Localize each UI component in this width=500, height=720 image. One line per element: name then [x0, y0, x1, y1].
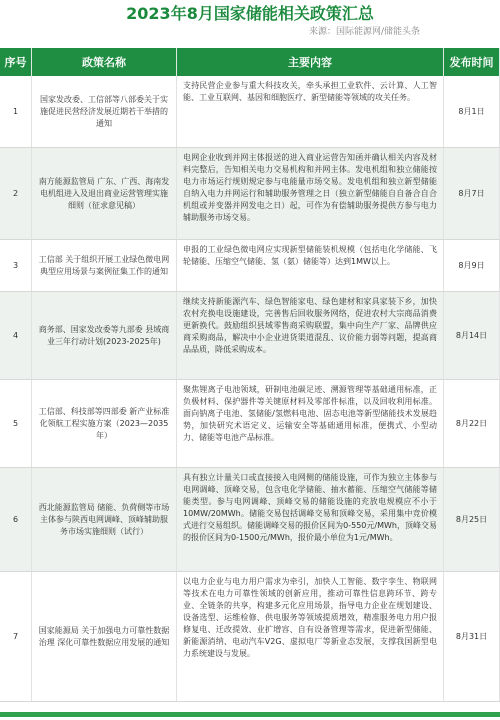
policy-content: 继续支持新能源汽车、绿色智能家电、绿色建材和家具家装下乡，加快农村充换电设施建设，完善售后回收服务网络，促进农村大宗商品消费更新换代。鼓励组织县域零售商采购联盟，集中向生产厂家、品牌供应商采购商品，解决中小企业进货渠道混乱、议价能力弱等问题，提高商品品质，降低采购成本。 — [177, 292, 444, 379]
publish-date: 8月25日 — [444, 468, 500, 571]
publish-date: 8月9日 — [444, 240, 500, 291]
policy-name: 国家发改委、工信部等八部委关于实施促进民营经济发展近期若干举措的通知 — [32, 76, 177, 147]
table-row — [0, 468, 500, 572]
table-row — [0, 148, 500, 240]
table-row — [0, 240, 500, 292]
policy-name: 南方能源监管局 广东、广西、海南发电机组进入及退出商业运营管理实施细则（征求意见稿） — [32, 148, 177, 239]
policy-content: 电网企业收到并网主体报送的进入商业运营告知函并确认相关内容及材料完整后，告知相关电力交易机构和并网主体。发电机组和独立储能按电力市场运行规则规定参与电能量市场交易。发电机组和独立新型储能自纳入电力并网运行和辅助服务管理之日（独立新型储能自自备合自合机组或并变器并网发电之日）起，可作为有偿辅助服务提供方参与电力辅助服务市场交易。 — [177, 148, 444, 239]
policy-table — [0, 76, 500, 702]
policy-content: 聚焦锂离子电池领域，研制电池碳足迹、溯源管理等基础通用标准，正负极材料、保护器件等关键原材料及零部件标准，以及回收利用标准。面向钠离子电池、氢储能/氢燃料电池、固态电池等新型储能技术发展趋势，加快研究术语定义、运输安全等基础通用标准，便携式、小型动力、储能等电池产品标准。 — [177, 380, 444, 467]
table-header — [0, 48, 500, 76]
row-num: 4 — [0, 292, 32, 379]
table-row — [0, 572, 500, 702]
row-num: 7 — [0, 572, 32, 701]
policy-content: 以电力企业与电力用户需求为牵引，加快人工智能、数字孪生、物联网等技术在电力可靠性领域的创新应用，推动可靠性信息跨环节、跨专业、全链条的共享，构建多元化应用场景，指导电力企业在规划建设、设备选型、运维检修、供电服务等领域提质增效，精准服务电力用户报修复电、迁改提效、业扩增容、自有设备管理等需求，促进新型储能、新能源消纳、电动汽车V2G、虚拟电厂等新业态发展，支撑我国新型电力系统建设与发展。 — [177, 572, 444, 701]
policy-content: 申报的工业绿色微电网应实现新型储能装机规模（包括电化学储能、飞轮储能、压缩空气储能、氢（氨）储能等）达到1MW以上。 — [177, 240, 444, 291]
table-row — [0, 292, 500, 380]
publish-date: 8月1日 — [444, 76, 500, 147]
row-num: 3 — [0, 240, 32, 291]
policy-name: 工信部、科技部等四部委 新产业标准化领航工程实施方案（2023—2035年） — [32, 380, 177, 467]
publish-date: 8月7日 — [444, 148, 500, 239]
policy-name: 国家能源局 关于加强电力可靠性数据治理 深化可靠性数据应用发展的通知 — [32, 572, 177, 701]
header-num: 序号 — [0, 48, 32, 76]
page-title: 2023年8月国家储能相关政策汇总 — [126, 4, 374, 23]
row-num: 6 — [0, 468, 32, 571]
row-num: 5 — [0, 380, 32, 467]
table-row — [0, 76, 500, 148]
row-num: 2 — [0, 148, 32, 239]
policy-content: 具有独立计量关口或直接接入电网侧的储能设施，可作为独立主体参与电网调峰、顶峰交易，包含电化学储能、抽水蓄能、压缩空气储能等储能类型。参与电网调峰、顶峰交易的储能设施的充放电规模应不小于 10MW/20MWh。储能交易包括调峰交易和顶峰交易，采用集中竞价模式进行交易组织。储能调峰交易的报价区间为0-550元/MWh，顶峰交易的报价区间为0-1500元/MWh，报价最小单位为1元/MWh。 — [177, 468, 444, 571]
table-row — [0, 380, 500, 468]
policy-content: 支持民营企业参与重大科技攻关，牵头承担工业软件、云计算、人工智能、工业互联网、基因和细胞医疗、新型储能等领域的攻关任务。 — [177, 76, 444, 147]
policy-name: 商务部、国家发改委等九部委 县域商业三年行动计划(2023-2025年) — [32, 292, 177, 379]
row-num: 1 — [0, 76, 32, 147]
header-name: 政策名称 — [32, 48, 177, 76]
policy-name: 工信部 关于组织开展工业绿色微电网典型应用场景与案例征集工作的通知 — [32, 240, 177, 291]
policy-name: 西北能源监管局 储能、负荷侧等市场主体参与陕西电网调峰、顶峰辅助服务市场实施细则（试行） — [32, 468, 177, 571]
source-note: 来源：国际能源网/储能头条 — [308, 27, 420, 37]
publish-date: 8月31日 — [444, 572, 500, 701]
header-content: 主要内容 — [177, 48, 444, 76]
publish-date: 8月14日 — [444, 292, 500, 379]
publish-date: 8月22日 — [444, 380, 500, 467]
header-date: 发布时间 — [444, 48, 500, 76]
bottom-accent-bar — [0, 712, 500, 717]
